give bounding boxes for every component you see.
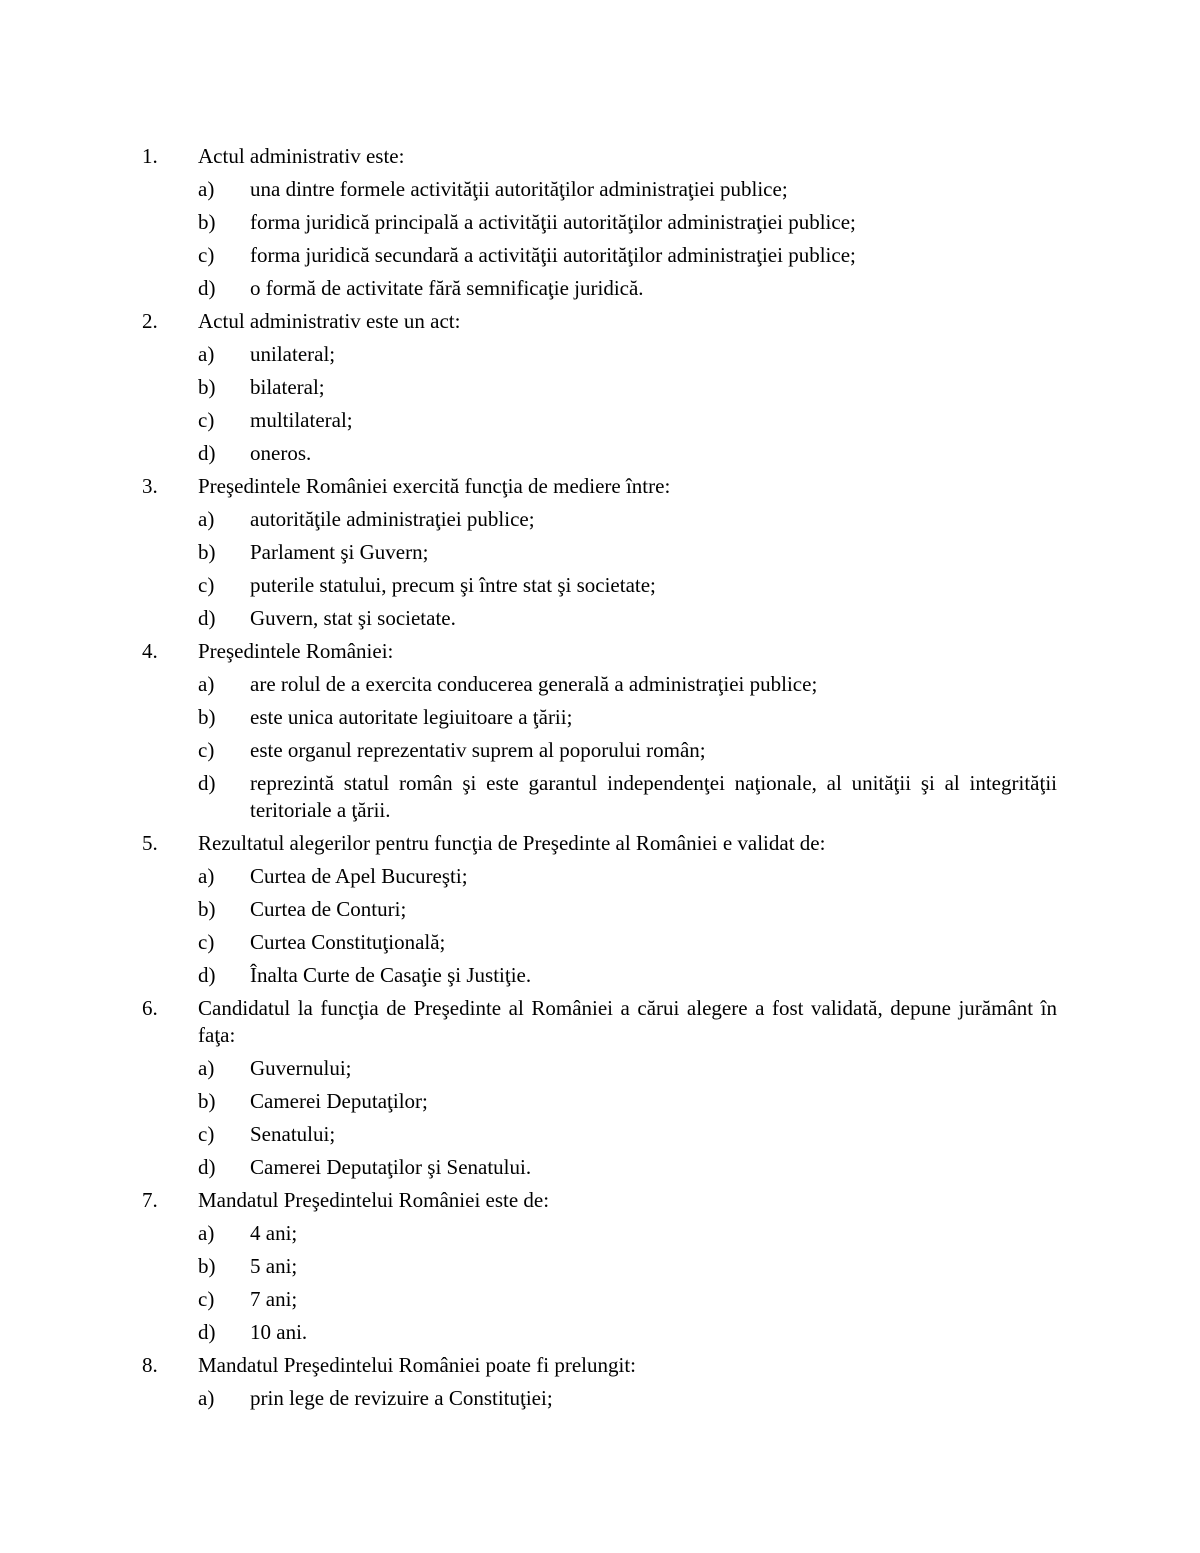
option-letter: b) <box>198 375 216 399</box>
option-letter: c) <box>198 1287 215 1311</box>
option-text: 5 ani; <box>250 1254 298 1278</box>
option-row <box>142 209 1057 236</box>
option-letter: a) <box>198 342 215 366</box>
option-letter: a) <box>198 1056 215 1080</box>
option-letter: d) <box>198 1155 216 1179</box>
option-text: oneros. <box>250 441 312 465</box>
option-letter: a) <box>198 507 215 531</box>
option-row <box>142 605 1057 632</box>
option-text: Curtea Constituţională; <box>250 930 446 954</box>
question-text: Mandatul Preşedintelui României este de: <box>198 1188 550 1212</box>
option-letter: d) <box>198 606 216 630</box>
option-text: puterile statului, precum şi între stat şi societate; <box>250 573 656 597</box>
option-row <box>142 374 1057 401</box>
option-row <box>142 962 1057 989</box>
option-text: Înalta Curte de Casaţie şi Justiţie. <box>250 963 532 987</box>
question-text: Preşedintele României exercită funcţia de mediere între: <box>198 474 671 498</box>
option-letter: c) <box>198 930 215 954</box>
question-row <box>142 143 1057 170</box>
option-row <box>142 1385 1057 1412</box>
option-text: Camerei Deputaţilor; <box>250 1089 428 1113</box>
question-row <box>142 473 1057 500</box>
option-row <box>142 1253 1057 1280</box>
option-text: unilateral; <box>250 342 336 366</box>
option-text: Parlament şi Guvern; <box>250 540 429 564</box>
option-text: Camerei Deputaţilor şi Senatului. <box>250 1155 532 1179</box>
option-letter: a) <box>198 864 215 888</box>
options-list <box>142 1220 1057 1346</box>
option-letter: a) <box>198 1386 215 1410</box>
question-number: 4. <box>142 639 158 663</box>
question-item <box>142 830 1057 989</box>
options-list <box>142 1055 1057 1181</box>
option-row <box>142 737 1057 764</box>
option-row <box>142 1220 1057 1247</box>
question-text: Candidatul la funcţia de Preşedinte al României a cărui alegere a fost validată, depune jurământ în faţa: <box>198 996 1057 1047</box>
question-item <box>142 143 1057 302</box>
question-text: Preşedintele României: <box>198 639 394 663</box>
option-text: Senatului; <box>250 1122 336 1146</box>
option-row <box>142 341 1057 368</box>
option-letter: c) <box>198 573 215 597</box>
option-text: Guvernului; <box>250 1056 352 1080</box>
option-letter: c) <box>198 1122 215 1146</box>
option-row <box>142 770 1057 824</box>
question-number: 8. <box>142 1353 158 1377</box>
question-text: Mandatul Preşedintelui României poate fi prelungit: <box>198 1353 636 1377</box>
option-letter: c) <box>198 243 215 267</box>
option-row <box>142 929 1057 956</box>
option-row <box>142 242 1057 269</box>
option-letter: a) <box>198 177 215 201</box>
options-list <box>142 671 1057 824</box>
option-text: bilateral; <box>250 375 325 399</box>
quiz-list <box>142 143 1057 1418</box>
option-letter: b) <box>198 897 216 921</box>
option-row <box>142 1154 1057 1181</box>
option-row <box>142 506 1057 533</box>
option-letter: b) <box>198 1089 216 1113</box>
option-row <box>142 896 1057 923</box>
option-letter: c) <box>198 738 215 762</box>
option-row <box>142 863 1057 890</box>
question-number: 2. <box>142 309 158 333</box>
option-letter: b) <box>198 705 216 729</box>
option-row <box>142 704 1057 731</box>
question-text: Actul administrativ este: <box>198 144 405 168</box>
question-row <box>142 995 1057 1049</box>
option-text: forma juridică principală a activităţii autorităţilor administraţiei publice; <box>250 210 856 234</box>
option-letter: c) <box>198 408 215 432</box>
option-text: multilateral; <box>250 408 353 432</box>
option-letter: b) <box>198 1254 216 1278</box>
question-row <box>142 830 1057 857</box>
option-text: 4 ani; <box>250 1221 298 1245</box>
question-number: 7. <box>142 1188 158 1212</box>
option-letter: a) <box>198 1221 215 1245</box>
question-text: Actul administrativ este un act: <box>198 309 461 333</box>
option-row <box>142 1088 1057 1115</box>
option-letter: d) <box>198 441 216 465</box>
question-item <box>142 638 1057 824</box>
option-letter: d) <box>198 276 216 300</box>
option-text: una dintre formele activităţii autorităţilor administraţiei publice; <box>250 177 788 201</box>
question-item <box>142 1352 1057 1412</box>
question-item <box>142 1187 1057 1346</box>
question-number: 5. <box>142 831 158 855</box>
question-item <box>142 473 1057 632</box>
option-text: este organul reprezentativ suprem al poporului român; <box>250 738 706 762</box>
option-row <box>142 1319 1057 1346</box>
question-number: 6. <box>142 996 158 1020</box>
option-text: o formă de activitate fără semnificaţie juridică. <box>250 276 644 300</box>
option-letter: b) <box>198 210 216 234</box>
option-row <box>142 176 1057 203</box>
option-row <box>142 275 1057 302</box>
option-letter: a) <box>198 672 215 696</box>
option-text: 10 ani. <box>250 1320 308 1344</box>
option-row <box>142 1121 1057 1148</box>
question-item <box>142 995 1057 1181</box>
option-row <box>142 407 1057 434</box>
question-item <box>142 308 1057 467</box>
options-list <box>142 506 1057 632</box>
question-row <box>142 1352 1057 1379</box>
question-row <box>142 1187 1057 1214</box>
option-letter: d) <box>198 1320 216 1344</box>
option-text: autorităţile administraţiei publice; <box>250 507 535 531</box>
options-list <box>142 176 1057 302</box>
option-row <box>142 539 1057 566</box>
question-row <box>142 638 1057 665</box>
question-text: Rezultatul alegerilor pentru funcţia de Preşedinte al României e validat de: <box>198 831 826 855</box>
option-row <box>142 1286 1057 1313</box>
option-row <box>142 572 1057 599</box>
option-text: 7 ani; <box>250 1287 298 1311</box>
options-list <box>142 341 1057 467</box>
option-text: Curtea de Apel Bucureşti; <box>250 864 468 888</box>
options-list <box>142 863 1057 989</box>
options-list <box>142 1385 1057 1412</box>
option-text: este unica autoritate legiuitoare a ţării; <box>250 705 573 729</box>
option-text: are rolul de a exercita conducerea generală a administraţiei publice; <box>250 672 818 696</box>
option-text: Guvern, stat şi societate. <box>250 606 456 630</box>
option-text: reprezintă statul român şi este garantul independenţei naţionale, al unităţii şi al integrităţii teritoriale a ţării. <box>250 771 1057 822</box>
option-text: Curtea de Conturi; <box>250 897 407 921</box>
option-letter: d) <box>198 771 216 795</box>
option-text: prin lege de revizuire a Constituţiei; <box>250 1386 553 1410</box>
question-number: 3. <box>142 474 158 498</box>
option-row <box>142 440 1057 467</box>
question-number: 1. <box>142 144 158 168</box>
option-letter: d) <box>198 963 216 987</box>
option-text: forma juridică secundară a activităţii autorităţilor administraţiei publice; <box>250 243 856 267</box>
question-row <box>142 308 1057 335</box>
option-letter: b) <box>198 540 216 564</box>
option-row <box>142 1055 1057 1082</box>
option-row <box>142 671 1057 698</box>
